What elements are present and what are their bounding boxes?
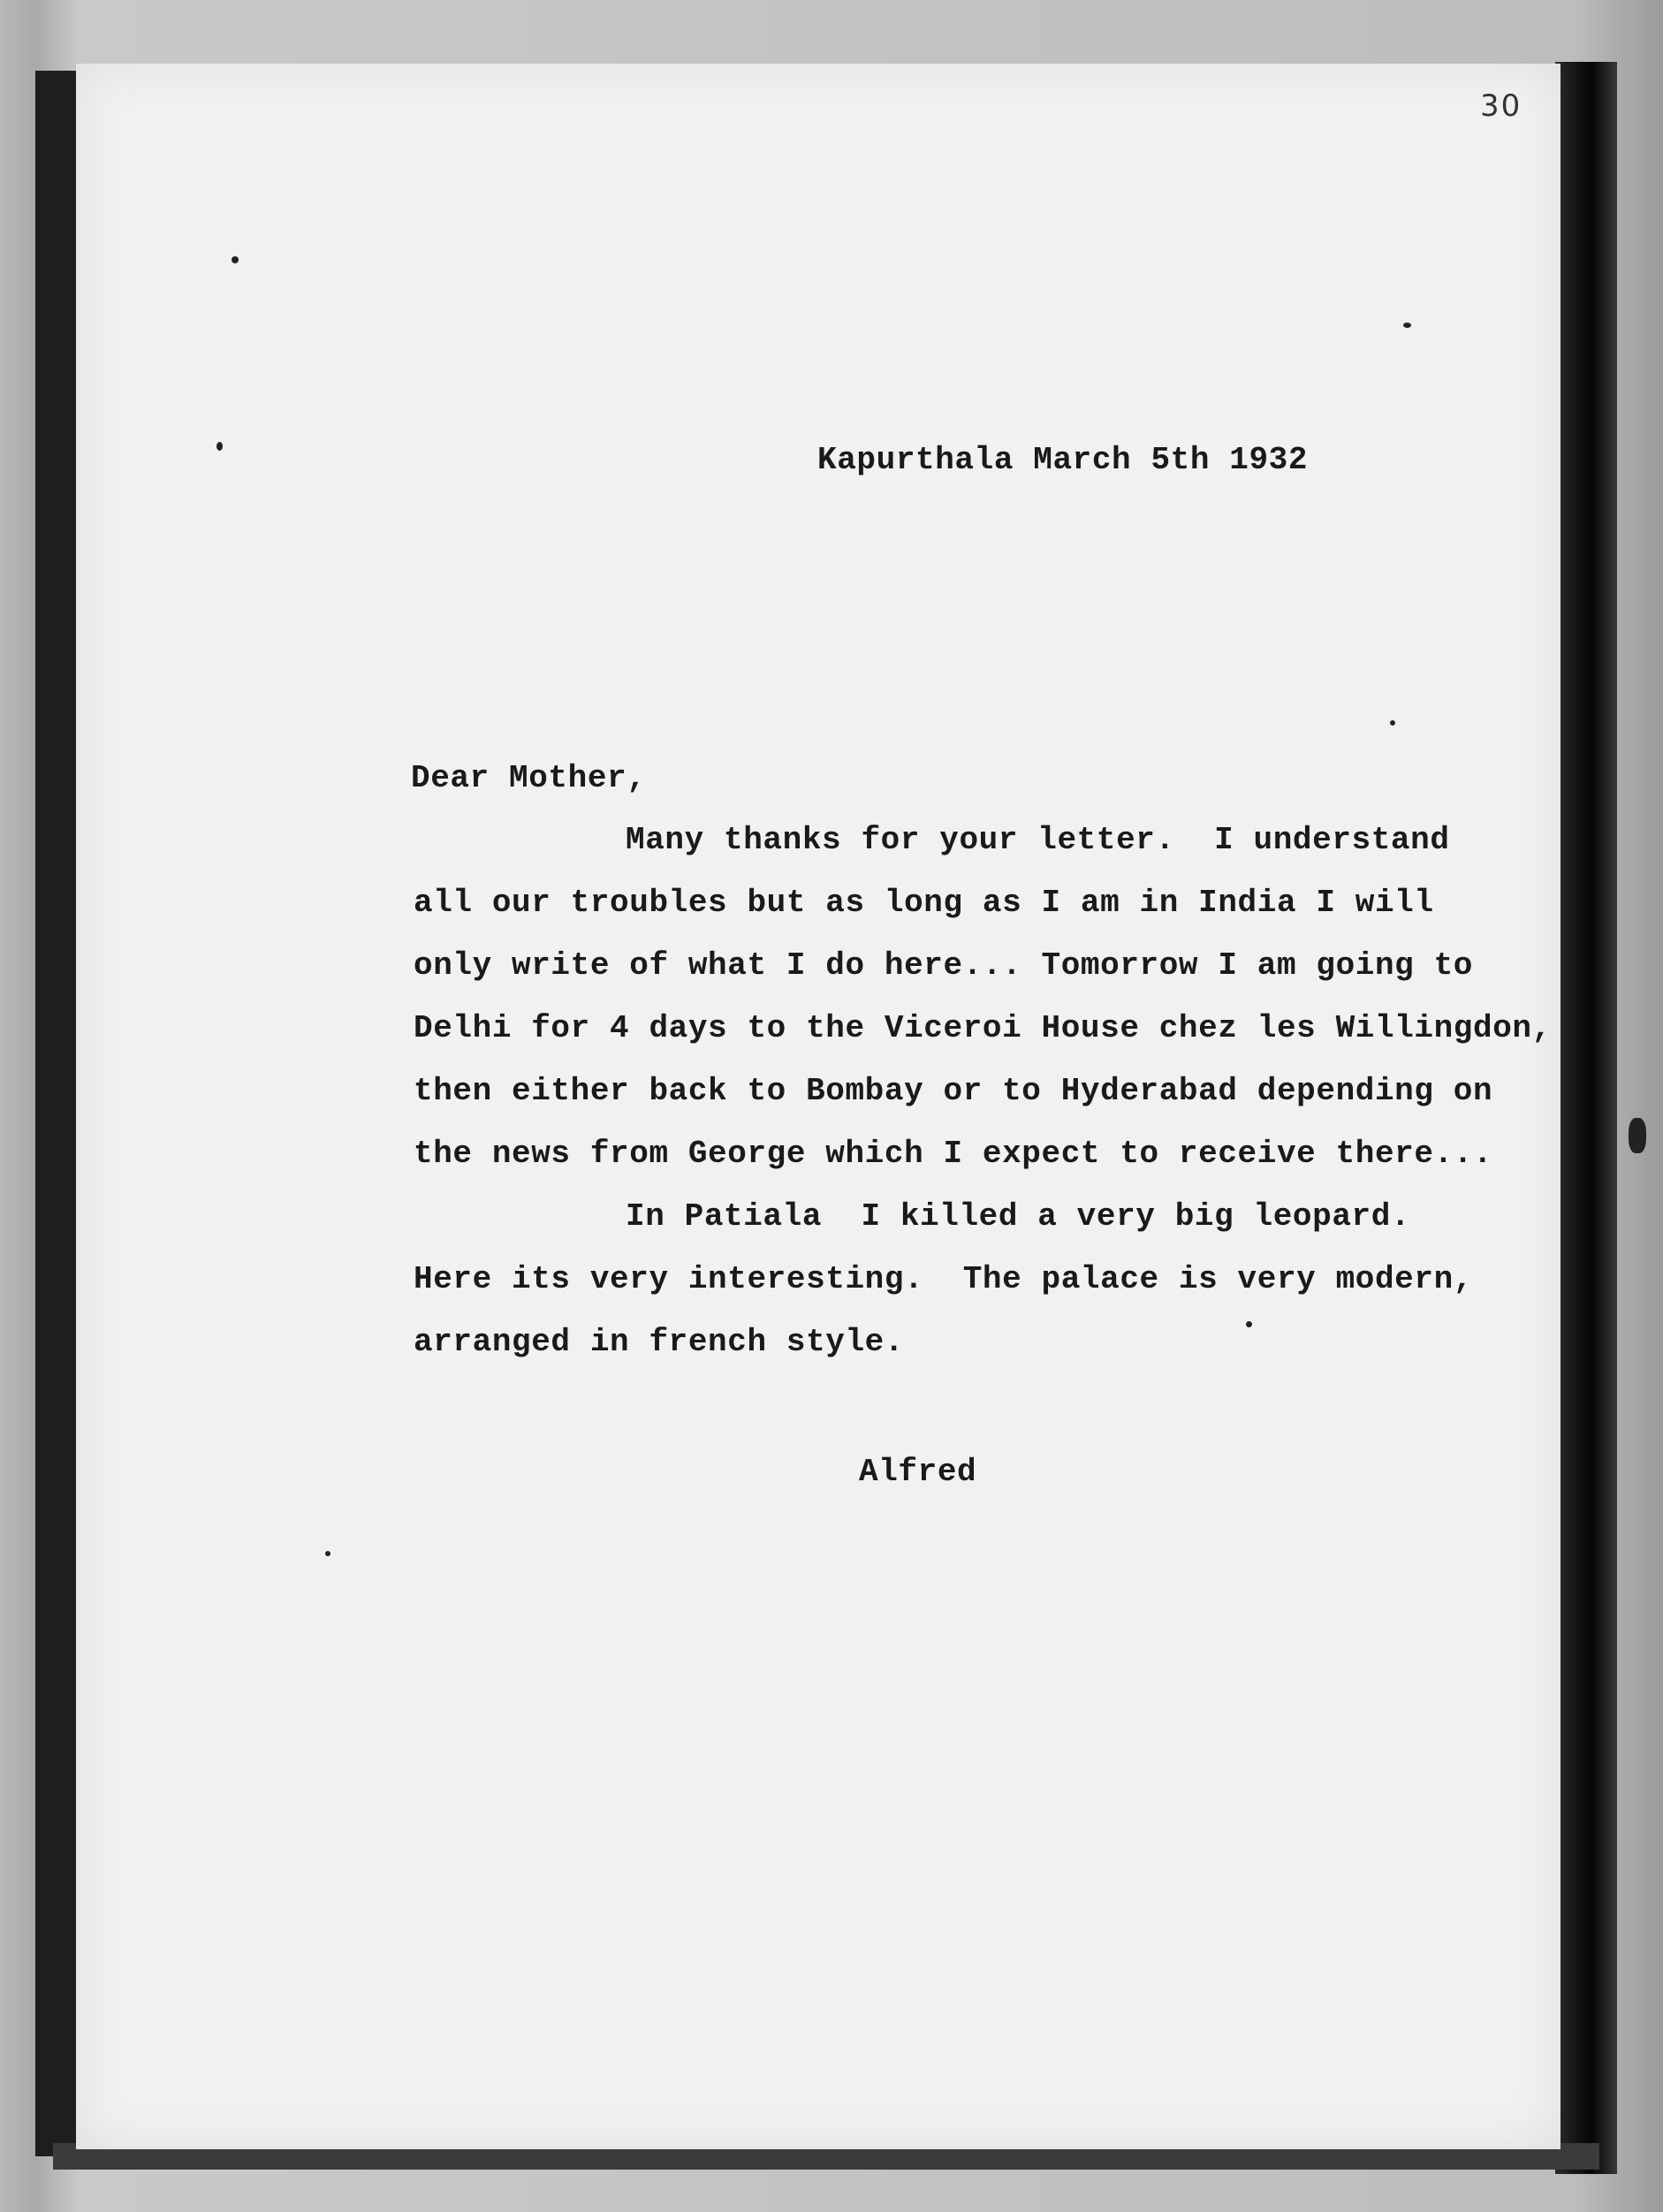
body-line-5: then either back to Bombay or to Hyderabad depending on [414,1073,1493,1109]
letter-salutation: Dear Mother, [411,760,647,796]
scan-speck [232,256,239,263]
scan-speck [1246,1321,1252,1327]
body-line-1: Many thanks for your letter. I understand [626,822,1450,858]
letter-date-line: Kapurthala March 5th 1932 [817,442,1309,478]
page-edge-shadow-left [35,71,78,2156]
scan-speck [1390,720,1395,726]
body-line-3: only write of what I do here... Tomorrow I am going to [414,947,1473,984]
page-edge-shadow-right [1555,62,1617,2174]
scan-speck [1629,1118,1646,1153]
body-line-4: Delhi for 4 days to the Viceroi House chez les Willingdon, [414,1010,1552,1046]
page-number: 30 [1480,88,1523,124]
body-line-2: all our troubles but as long as I am in India I will [414,885,1434,921]
body-line-8: Here its very interesting. The palace is very modern, [414,1261,1473,1297]
scan-speck [216,442,223,451]
body-line-6: the news from George which I expect to receive there... [414,1136,1493,1172]
body-line-9: arranged in french style. [414,1324,905,1360]
scan-speck [1403,323,1411,328]
body-line-7: In Patiala I killed a very big leopard. [626,1198,1411,1235]
letter-signature: Alfred [859,1454,977,1490]
scan-speck [325,1551,330,1556]
